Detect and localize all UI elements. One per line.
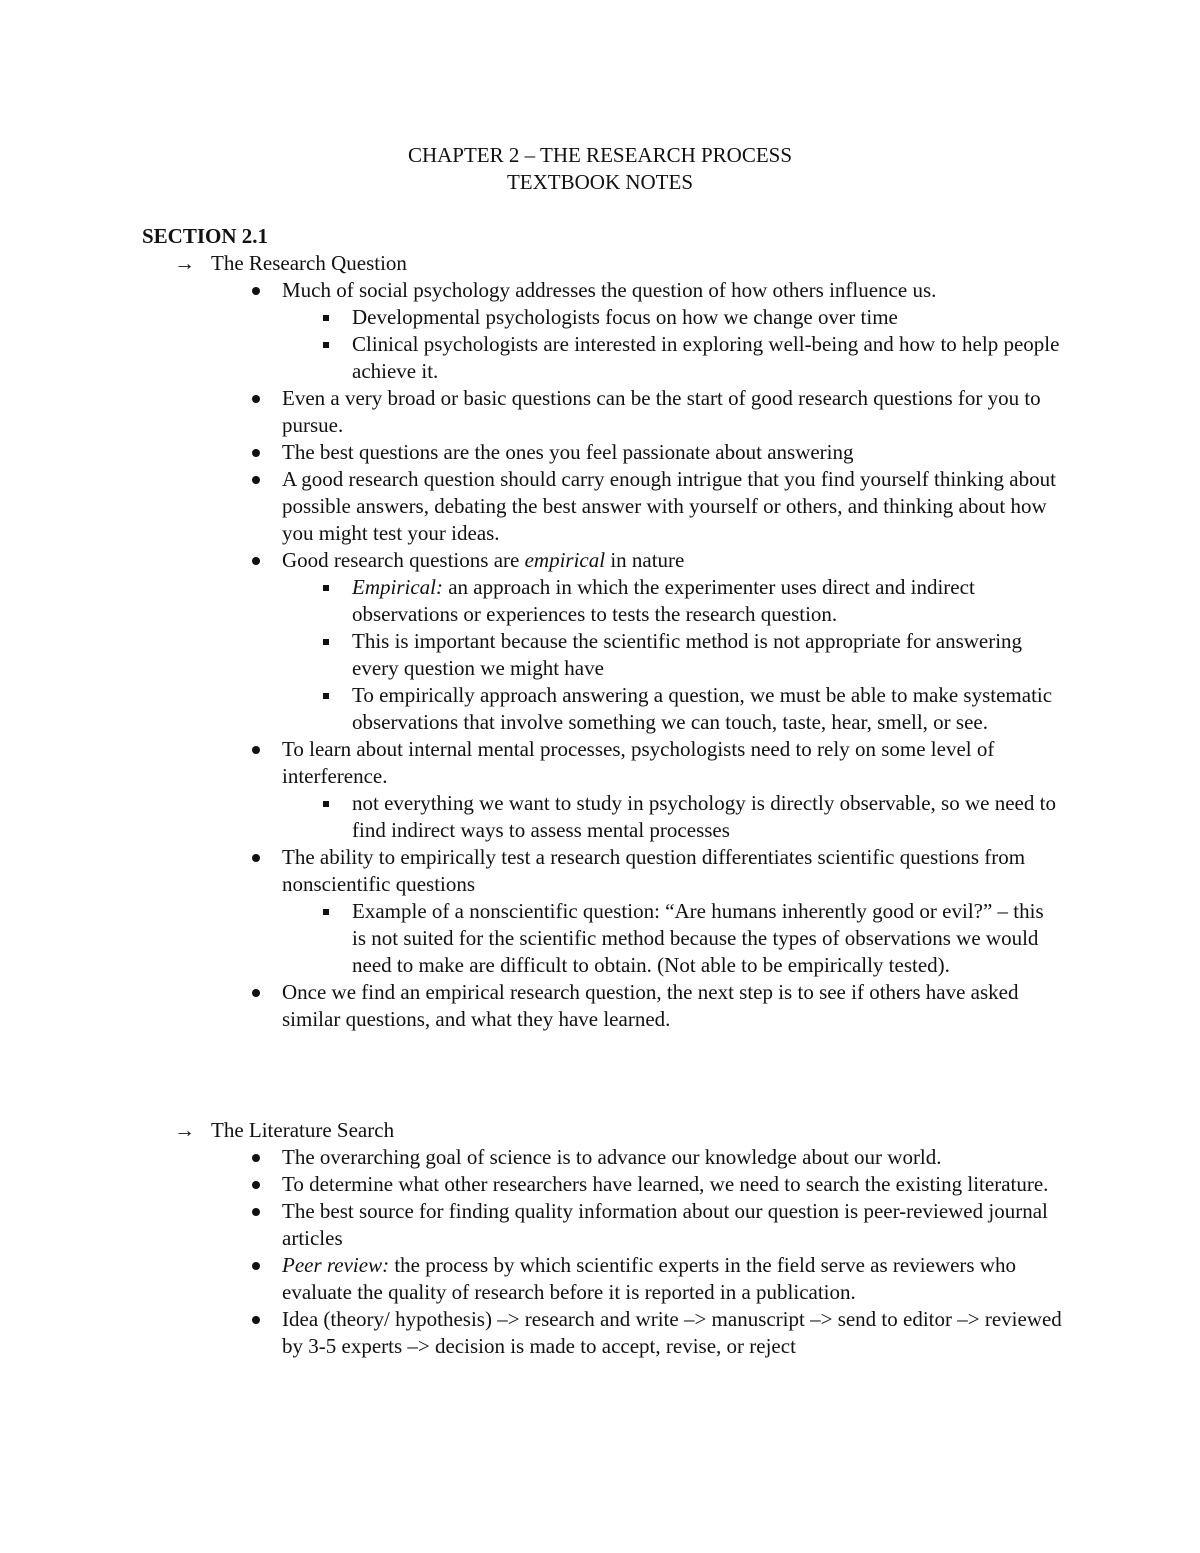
list-item-text: Idea (theory/ hypothesis) –> research and write –> manuscript –> send to editor –> reviewed by 3-5 experts –> decision is made to accept, revise, or reject xyxy=(282,1307,1062,1358)
definition-term: Empirical: xyxy=(352,575,443,599)
list-item xyxy=(174,547,1062,736)
sub-bullet-list xyxy=(282,304,1062,385)
sub-list-item-text: Developmental psychologists focus on how we change over time xyxy=(352,305,898,329)
sub-bullet-list xyxy=(282,574,1062,736)
list-item-text: Once we find an empirical research question, the next step is to see if others have asked similar questions, and what they have learned. xyxy=(282,980,1019,1031)
list-item-text: The best source for finding quality information about our question is peer-reviewed journal articles xyxy=(282,1199,1048,1250)
sub-list-item-text: not everything we want to study in psychology is directly observable, so we need to find indirect ways to assess mental processes xyxy=(352,791,1056,842)
sub-list-item-text: To empirically approach answering a question, we must be able to make systematic observations that involve something we can touch, taste, hear, smell, or see. xyxy=(352,683,1053,734)
topic-research-question xyxy=(174,250,1074,1033)
sub-bullet-list xyxy=(282,790,1062,844)
sub-list-item xyxy=(282,304,1062,331)
bullet-square-icon xyxy=(320,574,332,601)
bullet-list xyxy=(174,277,1074,1033)
sub-list-item xyxy=(282,574,1062,628)
bullet-dot-icon xyxy=(250,1252,262,1279)
list-item xyxy=(174,466,1062,547)
bullet-square-icon xyxy=(320,628,332,655)
list-item xyxy=(174,844,1062,979)
list-item xyxy=(174,979,1062,1033)
topic-heading-text: The Research Question xyxy=(211,251,407,275)
bullet-dot-icon xyxy=(250,1144,262,1171)
definition-term: Peer review: xyxy=(282,1253,390,1277)
list-item xyxy=(174,277,1062,385)
text-fragment: Good research questions are xyxy=(282,548,525,572)
bullet-dot-icon xyxy=(250,1306,262,1333)
sub-list-item xyxy=(282,898,1062,979)
list-item-text: The overarching goal of science is to advance our knowledge about our world. xyxy=(282,1145,942,1169)
text-fragment: in nature xyxy=(605,548,685,572)
sub-list-item-text: This is important because the scientific method is not appropriate for answering every question we might have xyxy=(352,629,1023,680)
sub-list-item xyxy=(282,331,1062,385)
sub-list-item xyxy=(282,628,1062,682)
right-arrow-icon: → xyxy=(174,251,195,275)
bullet-dot-icon xyxy=(250,439,262,466)
bullet-square-icon xyxy=(320,304,332,331)
list-item xyxy=(174,439,1062,466)
emphasis-term: empirical xyxy=(524,548,606,572)
list-item-text: The ability to empirically test a research question differentiates scientific questions from nonscientific questions xyxy=(282,845,1026,896)
list-item-text: To determine what other researchers have learned, we need to search the existing literature. xyxy=(282,1172,1049,1196)
sub-list-item-text: Clinical psychologists are interested in exploring well-being and how to help people achieve it. xyxy=(352,332,1060,383)
bullet-square-icon xyxy=(320,790,332,817)
bullet-dot-icon xyxy=(250,466,262,493)
section-heading: SECTION 2.1 xyxy=(142,224,269,248)
bullet-dot-icon xyxy=(250,277,262,304)
chapter-title: CHAPTER 2 – THE RESEARCH PROCESS xyxy=(407,143,793,167)
bullet-dot-icon xyxy=(250,1171,262,1198)
list-item xyxy=(174,1171,1062,1198)
sub-list-item-text: Example of a nonscientific question: “Are humans inherently good or evil?” – this is not suited for the scientific method because the types of observations we would need to make are difficult to obtain. (Not able to be empirically tested). xyxy=(352,899,1044,977)
list-item xyxy=(174,385,1062,439)
bullet-square-icon xyxy=(320,682,332,709)
definition-text: the process by which scientific experts in the field serve as reviewers who evaluate the quality of research before it is reported in a publication. xyxy=(282,1253,1016,1304)
list-item xyxy=(174,1144,1062,1171)
document-subtitle: TEXTBOOK NOTES xyxy=(506,170,694,194)
sub-list-item xyxy=(282,682,1062,736)
list-item-text: The best questions are the ones you feel passionate about answering xyxy=(282,440,854,464)
list-item xyxy=(174,1306,1062,1360)
list-item xyxy=(174,1198,1062,1252)
sub-list-item-text xyxy=(352,575,975,626)
bullet-dot-icon xyxy=(250,385,262,412)
bullet-dot-icon xyxy=(250,736,262,763)
topic-literature-search xyxy=(174,1117,1074,1360)
bullet-dot-icon xyxy=(250,979,262,1006)
list-item-text: A good research question should carry enough intrigue that you find yourself thinking about possible answers, debating the best answer with yourself or others, and thinking about how you might test your ideas. xyxy=(282,467,1056,545)
list-item xyxy=(174,736,1062,844)
bullet-list xyxy=(174,1144,1074,1360)
topic-heading xyxy=(174,250,1074,277)
list-item-text: To learn about internal mental processes, psychologists need to rely on some level of interference. xyxy=(282,737,995,788)
list-item-text xyxy=(282,548,684,572)
right-arrow-icon: → xyxy=(174,1118,195,1142)
list-item-text: Much of social psychology addresses the question of how others influence us. xyxy=(282,278,937,302)
list-item-text xyxy=(282,1253,1016,1304)
bullet-dot-icon xyxy=(250,547,262,574)
definition-text: an approach in which the experimenter uses direct and indirect observations or experiences to tests the research question. xyxy=(352,575,975,626)
list-item xyxy=(174,1252,1062,1306)
topic-heading-text: The Literature Search xyxy=(211,1118,395,1142)
bullet-dot-icon xyxy=(250,1198,262,1225)
bullet-square-icon xyxy=(320,331,332,358)
bullet-dot-icon xyxy=(250,844,262,871)
topic-heading xyxy=(174,1117,1074,1144)
sub-bullet-list xyxy=(282,898,1062,979)
list-item-text: Even a very broad or basic questions can be the start of good research questions for you to pursue. xyxy=(282,386,1041,437)
sub-list-item xyxy=(282,790,1062,844)
document-title xyxy=(0,142,1200,196)
bullet-square-icon xyxy=(320,898,332,925)
